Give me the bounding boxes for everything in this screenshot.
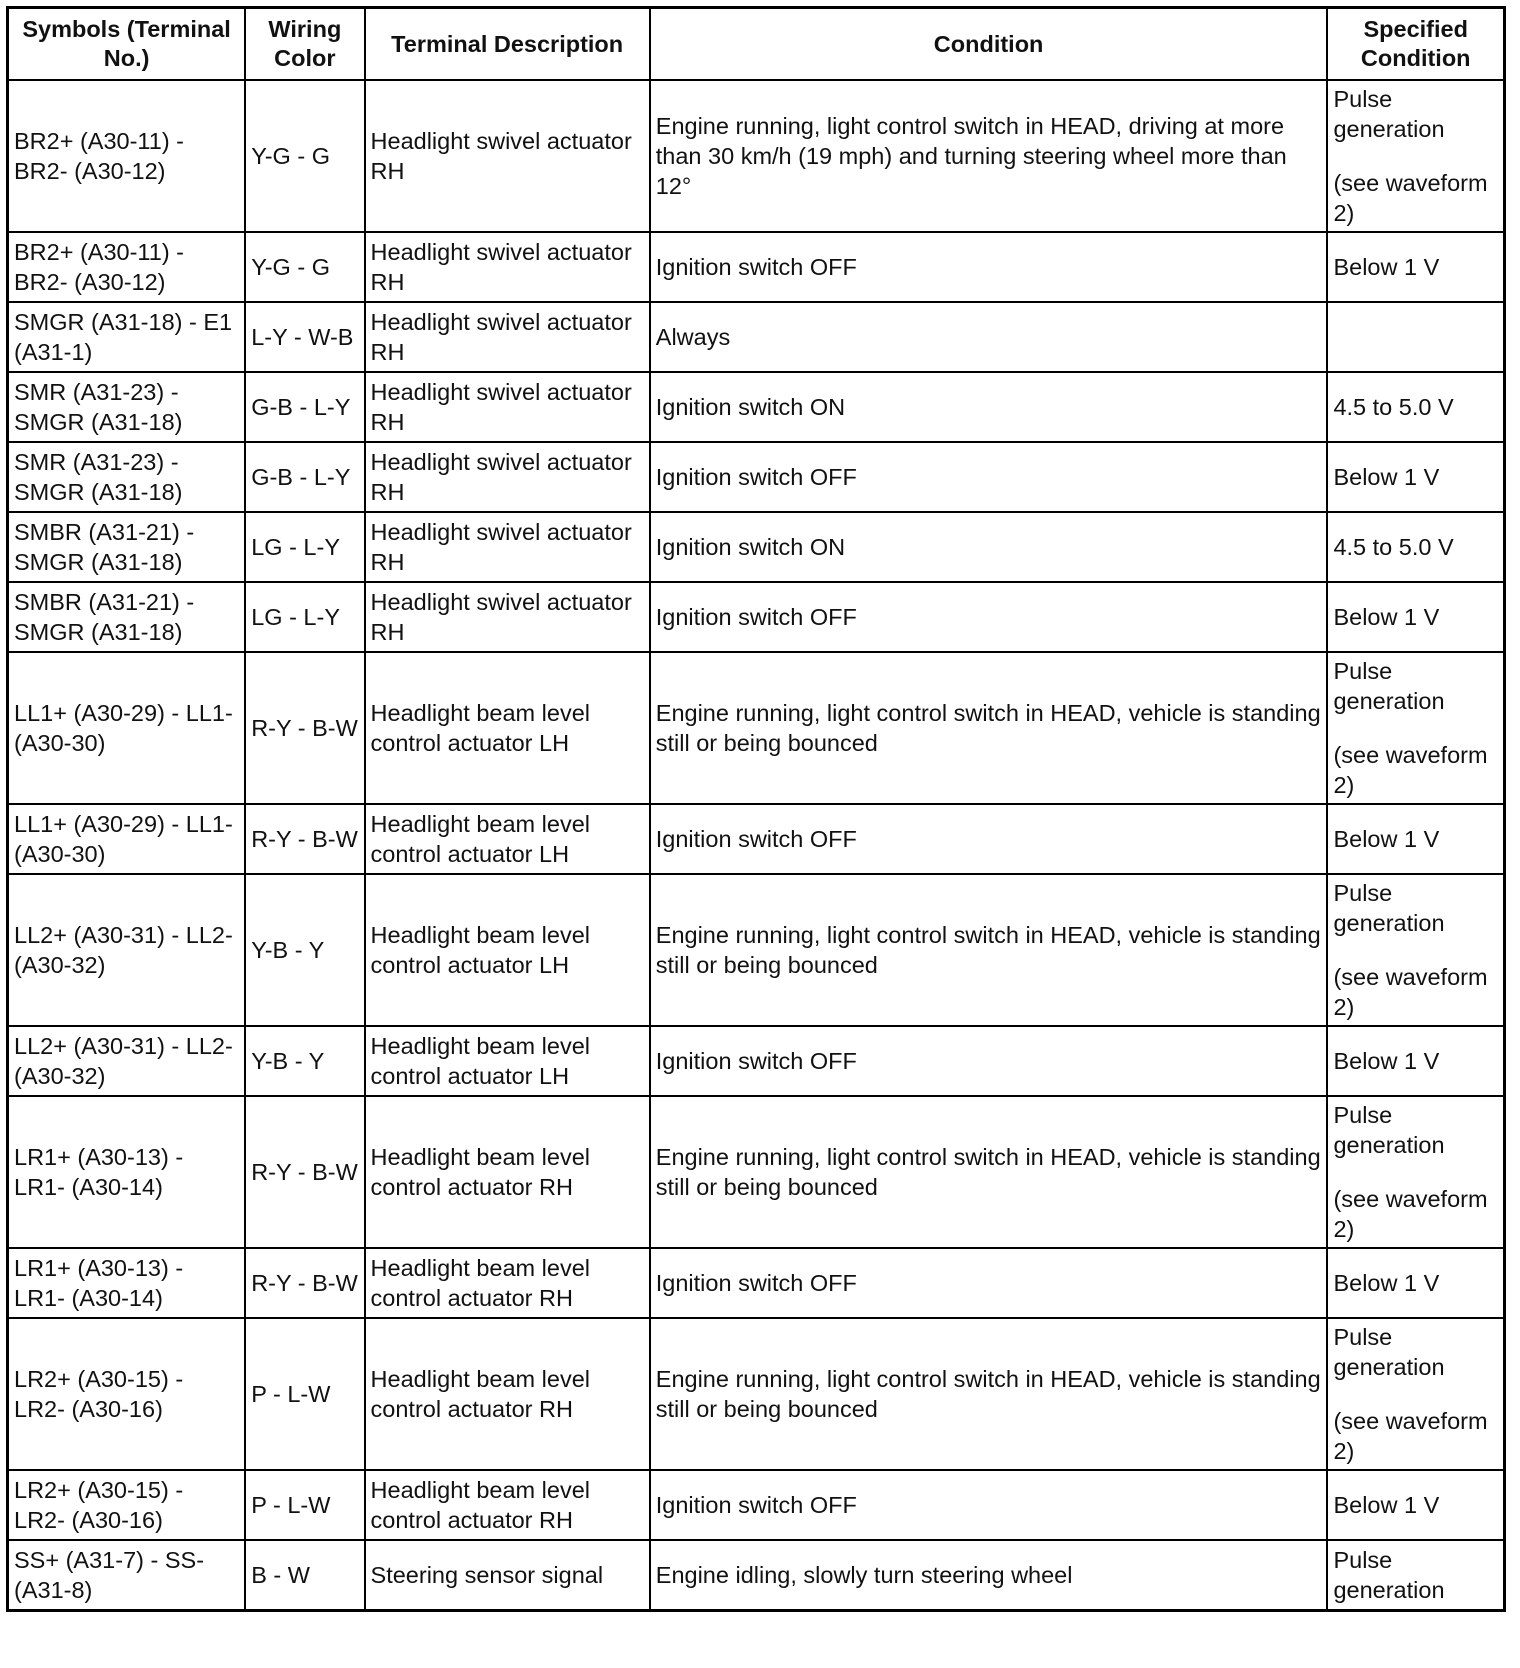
cell-specified-condition: Below 1 V [1327, 1248, 1504, 1318]
spec-note: (see waveform 2) [1333, 1408, 1488, 1464]
spec-main: Pulse generation [1333, 880, 1445, 936]
header-specified-condition: Specified Condition [1327, 8, 1504, 81]
cell-terminal-description: Headlight swivel actuator RH [365, 80, 650, 232]
cell-terminal-description: Headlight beam level control actuator RH [365, 1096, 650, 1248]
table-header-row [8, 8, 1505, 81]
table-row [8, 512, 1505, 582]
cell-wiring-color: R-Y - B-W [245, 1248, 364, 1318]
table-row [8, 874, 1505, 1026]
table-row [8, 372, 1505, 442]
table-row [8, 302, 1505, 372]
cell-condition: Engine running, light control switch in HEAD, vehicle is standing still or being bounced [650, 652, 1328, 804]
cell-terminal-description: Headlight beam level control actuator LH [365, 874, 650, 1026]
spec-main: Pulse generation [1333, 1102, 1445, 1158]
cell-specified-condition [1327, 874, 1504, 1026]
cell-symbols: LR1+ (A30-13) - LR1- (A30-14) [8, 1248, 246, 1318]
spec-gap [1333, 938, 1499, 962]
table-row [8, 1470, 1505, 1540]
cell-wiring-color: R-Y - B-W [245, 804, 364, 874]
cell-wiring-color: Y-G - G [245, 232, 364, 302]
header-terminal-description: Terminal Description [365, 8, 650, 81]
cell-condition: Engine running, light control switch in HEAD, vehicle is standing still or being bounced [650, 1096, 1328, 1248]
spec-note: (see waveform 2) [1333, 742, 1488, 798]
header-wiring-color: Wiring Color [245, 8, 364, 81]
cell-wiring-color: Y-G - G [245, 80, 364, 232]
cell-wiring-color: R-Y - B-W [245, 1096, 364, 1248]
spec-main: Pulse generation [1333, 86, 1445, 142]
cell-terminal-description: Headlight swivel actuator RH [365, 372, 650, 442]
cell-condition: Ignition switch OFF [650, 232, 1328, 302]
cell-symbols: BR2+ (A30-11) - BR2- (A30-12) [8, 232, 246, 302]
cell-specified-condition [1327, 302, 1504, 372]
spec-note: (see waveform 2) [1333, 1186, 1488, 1242]
cell-terminal-description: Headlight swivel actuator RH [365, 302, 650, 372]
spec-gap [1333, 144, 1499, 168]
cell-wiring-color: P - L-W [245, 1318, 364, 1470]
terminal-inspection-table [6, 6, 1506, 1612]
cell-specified-condition: Below 1 V [1327, 232, 1504, 302]
cell-specified-condition: Pulse generation [1327, 1540, 1504, 1611]
spec-note: (see waveform 2) [1333, 964, 1488, 1020]
cell-specified-condition: 4.5 to 5.0 V [1327, 372, 1504, 442]
cell-specified-condition: Below 1 V [1327, 1470, 1504, 1540]
cell-terminal-description: Headlight swivel actuator RH [365, 442, 650, 512]
table-row [8, 1248, 1505, 1318]
cell-terminal-description: Headlight beam level control actuator RH [365, 1318, 650, 1470]
cell-condition: Ignition switch OFF [650, 1470, 1328, 1540]
cell-wiring-color: R-Y - B-W [245, 652, 364, 804]
cell-symbols: SMGR (A31-18) - E1 (A31-1) [8, 302, 246, 372]
cell-condition: Ignition switch OFF [650, 804, 1328, 874]
cell-symbols: LL1+ (A30-29) - LL1- (A30-30) [8, 652, 246, 804]
cell-wiring-color: G-B - L-Y [245, 372, 364, 442]
cell-symbols: SMBR (A31-21) - SMGR (A31-18) [8, 582, 246, 652]
cell-specified-condition [1327, 80, 1504, 232]
spec-gap [1333, 716, 1499, 740]
terminal-table-container [6, 6, 1506, 1612]
cell-symbols: LR2+ (A30-15) - LR2- (A30-16) [8, 1470, 246, 1540]
cell-specified-condition: Below 1 V [1327, 582, 1504, 652]
cell-terminal-description: Headlight swivel actuator RH [365, 582, 650, 652]
cell-terminal-description: Headlight swivel actuator RH [365, 512, 650, 582]
cell-terminal-description: Headlight beam level control actuator LH [365, 1026, 650, 1096]
cell-specified-condition [1327, 1318, 1504, 1470]
cell-specified-condition [1327, 1096, 1504, 1248]
spec-gap [1333, 1382, 1499, 1406]
cell-terminal-description: Headlight swivel actuator RH [365, 232, 650, 302]
cell-terminal-description: Headlight beam level control actuator RH [365, 1470, 650, 1540]
cell-condition: Engine running, light control switch in HEAD, vehicle is standing still or being bounced [650, 1318, 1328, 1470]
cell-wiring-color: B - W [245, 1540, 364, 1611]
cell-symbols: SMR (A31-23) - SMGR (A31-18) [8, 372, 246, 442]
table-row [8, 232, 1505, 302]
spec-note: (see waveform 2) [1333, 170, 1488, 226]
cell-wiring-color: Y-B - Y [245, 874, 364, 1026]
cell-symbols: LR2+ (A30-15) - LR2- (A30-16) [8, 1318, 246, 1470]
cell-condition: Ignition switch OFF [650, 582, 1328, 652]
table-row [8, 1096, 1505, 1248]
cell-wiring-color: G-B - L-Y [245, 442, 364, 512]
table-row [8, 804, 1505, 874]
spec-main: Pulse generation [1333, 658, 1445, 714]
cell-symbols: SMBR (A31-21) - SMGR (A31-18) [8, 512, 246, 582]
cell-wiring-color: LG - L-Y [245, 582, 364, 652]
cell-symbols: LL2+ (A30-31) - LL2- (A30-32) [8, 874, 246, 1026]
cell-symbols: LR1+ (A30-13) - LR1- (A30-14) [8, 1096, 246, 1248]
cell-symbols: LL1+ (A30-29) - LL1- (A30-30) [8, 804, 246, 874]
cell-wiring-color: LG - L-Y [245, 512, 364, 582]
table-row [8, 442, 1505, 512]
cell-specified-condition: Below 1 V [1327, 442, 1504, 512]
cell-terminal-description: Headlight beam level control actuator LH [365, 804, 650, 874]
cell-condition: Ignition switch OFF [650, 1248, 1328, 1318]
cell-symbols: SMR (A31-23) - SMGR (A31-18) [8, 442, 246, 512]
table-row [8, 582, 1505, 652]
spec-gap [1333, 1160, 1499, 1184]
cell-condition: Engine running, light control switch in HEAD, vehicle is standing still or being bounced [650, 874, 1328, 1026]
header-symbols: Symbols (Terminal No.) [8, 8, 246, 81]
cell-symbols: BR2+ (A30-11) - BR2- (A30-12) [8, 80, 246, 232]
cell-terminal-description: Headlight beam level control actuator LH [365, 652, 650, 804]
table-row [8, 80, 1505, 232]
cell-specified-condition [1327, 652, 1504, 804]
cell-specified-condition: Below 1 V [1327, 804, 1504, 874]
cell-condition: Ignition switch OFF [650, 1026, 1328, 1096]
table-row [8, 652, 1505, 804]
table-row [8, 1540, 1505, 1611]
cell-condition: Always [650, 302, 1328, 372]
cell-terminal-description: Headlight beam level control actuator RH [365, 1248, 650, 1318]
cell-symbols: LL2+ (A30-31) - LL2- (A30-32) [8, 1026, 246, 1096]
table-row [8, 1318, 1505, 1470]
cell-symbols: SS+ (A31-7) - SS- (A31-8) [8, 1540, 246, 1611]
table-body [8, 80, 1505, 1611]
cell-condition: Engine idling, slowly turn steering wheel [650, 1540, 1328, 1611]
table-row [8, 1026, 1505, 1096]
cell-specified-condition: Below 1 V [1327, 1026, 1504, 1096]
cell-wiring-color: L-Y - W-B [245, 302, 364, 372]
cell-wiring-color: Y-B - Y [245, 1026, 364, 1096]
cell-condition: Ignition switch OFF [650, 442, 1328, 512]
cell-condition: Engine running, light control switch in HEAD, driving at more than 30 km/h (19 mph) and turning steering wheel more than 12° [650, 80, 1328, 232]
cell-condition: Ignition switch ON [650, 512, 1328, 582]
cell-condition: Ignition switch ON [650, 372, 1328, 442]
header-condition: Condition [650, 8, 1328, 81]
cell-wiring-color: P - L-W [245, 1470, 364, 1540]
cell-specified-condition: 4.5 to 5.0 V [1327, 512, 1504, 582]
spec-main: Pulse generation [1333, 1324, 1445, 1380]
cell-terminal-description: Steering sensor signal [365, 1540, 650, 1611]
